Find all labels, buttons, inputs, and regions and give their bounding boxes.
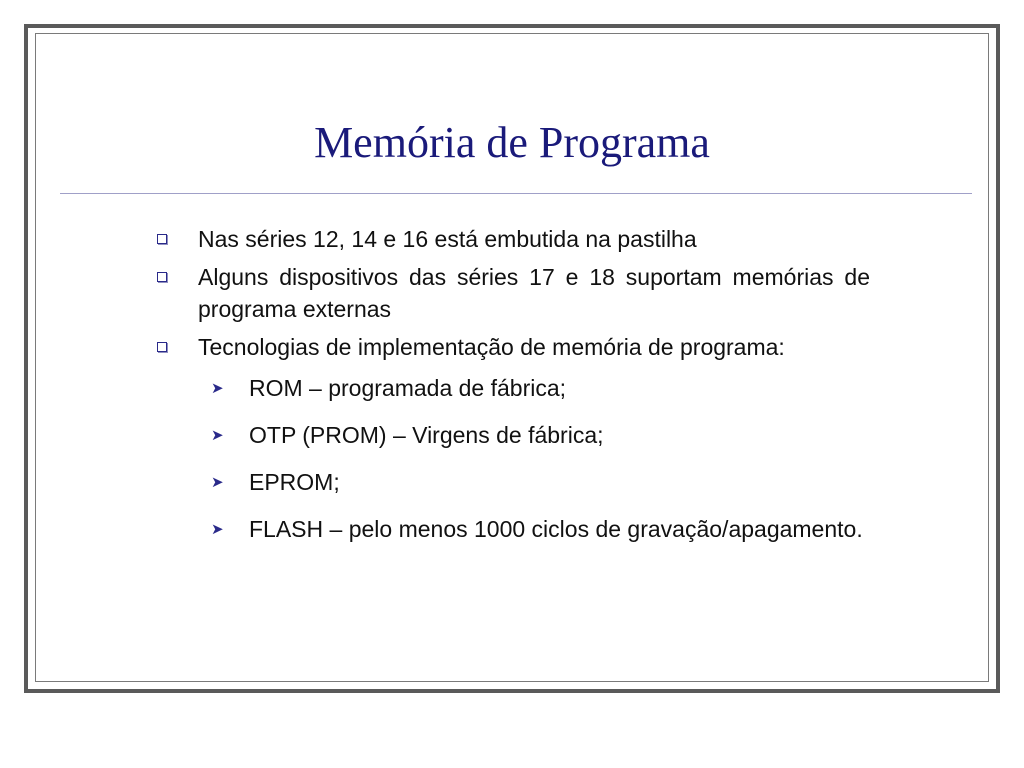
slide-title: Memória de Programa [314,118,710,167]
sub-bullet-text: ROM – programada de fábrica; [249,375,567,401]
bullet-text: Alguns dispositivos das séries 17 e 18 suportam memórias de programa externas [198,264,870,322]
sub-bullet-text: FLASH – pelo menos 1000 ciclos de gravação/apagamento. [249,516,863,542]
arrow-bullet-icon: ➤ [211,427,224,444]
sub-bullet-text: OTP (PROM) – Virgens de fábrica; [249,422,604,448]
square-bullet-icon [157,234,167,244]
sub-bullet-item [155,416,870,455]
arrow-bullet-icon: ➤ [211,380,224,397]
bullet-item [155,261,870,325]
sub-bullet-item [155,463,870,502]
square-bullet-icon [157,342,167,352]
sub-bullet-text: EPROM; [249,469,340,495]
square-bullet-icon [157,272,167,282]
bullet-text: Nas séries 12, 14 e 16 está embutida na pastilha [198,226,697,252]
sub-bullet-item [155,369,870,408]
bullet-item [155,331,870,363]
bullet-text: Tecnologias de implementação de memória de programa: [198,334,785,360]
bullet-item [155,223,870,255]
sub-bullet-item [155,510,870,549]
slide-body [155,223,870,557]
arrow-bullet-icon: ➤ [211,474,224,491]
title-divider [60,193,972,194]
arrow-bullet-icon: ➤ [211,521,224,538]
